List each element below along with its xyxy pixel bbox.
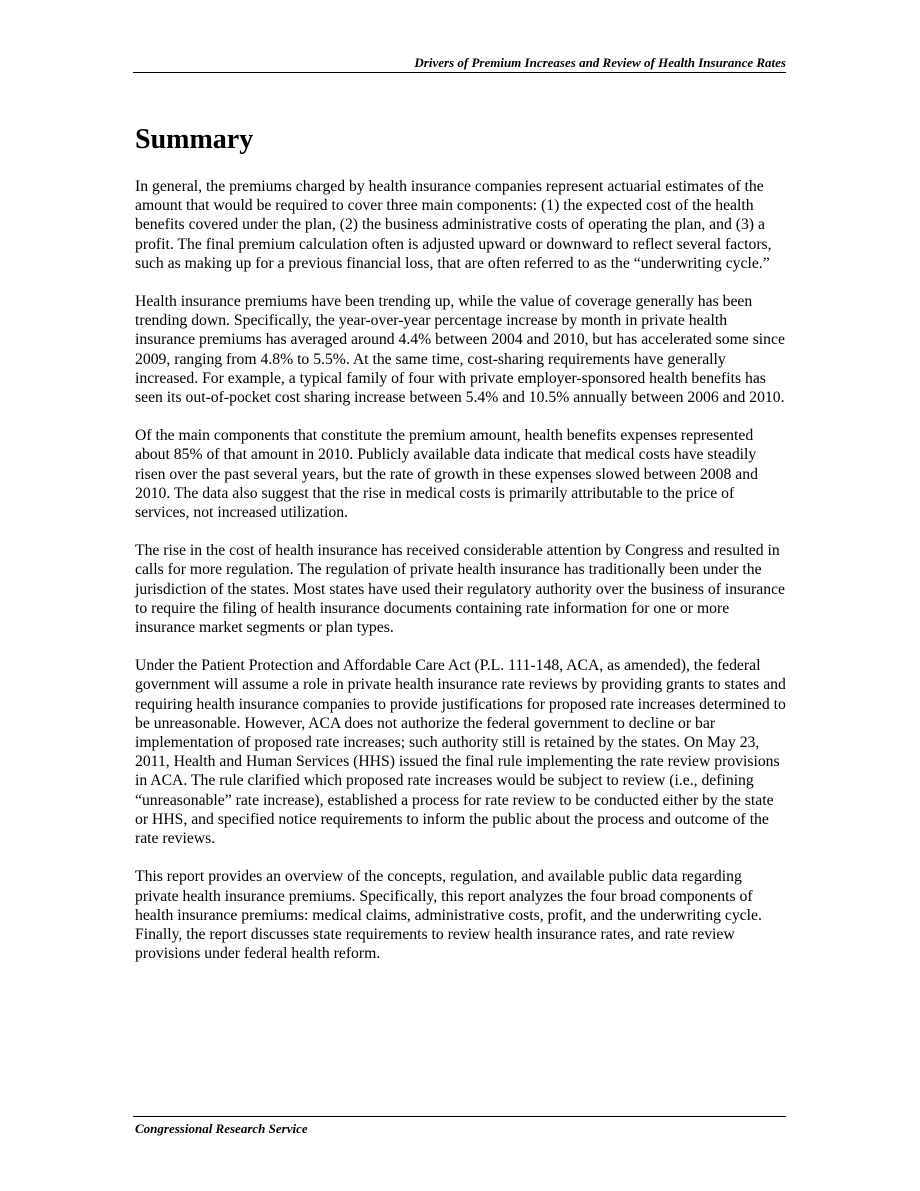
running-footer-source: Congressional Research Service: [135, 1121, 308, 1136]
summary-body: [135, 177, 787, 982]
summary-paragraph-4: The rise in the cost of health insurance has received considerable attention by Congress and resulted in calls for more regulation. The regulation of private health insurance has traditionally been under the jurisdiction of the states. Most states have used their regulatory authority over the business of insurance to require the filing of health insurance documents containing rate information for one or more insurance market segments or plan types.: [135, 542, 786, 637]
footer-divider: [133, 1116, 786, 1117]
summary-paragraph-6: This report provides an overview of the concepts, regulation, and available public data regarding private health insurance premiums. Specifically, this report analyzes the four broad components of health insurance premiums: medical claims, administrative costs, profit, and the underwriting cycle. Finally, the report discusses state requirements to review health insurance rates, and rate review provisions under federal health reform.: [135, 868, 762, 963]
summary-paragraph-2: Health insurance premiums have been trending up, while the value of coverage generally has been trending down. Specifically, the year-over-year percentage increase by month in private health insurance premiums has averaged around 4.4% between 2004 and 2010, but has accelerated some since 2009, ranging from 4.8% to 5.5%. At the same time, cost-sharing requirements have generally increased. For example, a typical family of four with private employer-sponsored health benefits has seen its out-of-pocket cost sharing increase between 5.4% and 10.5% annually between 2006 and 2010.: [135, 293, 785, 407]
running-header-title: Drivers of Premium Increases and Review of Health Insurance Rates: [414, 55, 786, 70]
page-title: Summary: [135, 124, 254, 155]
header-divider: [133, 72, 786, 73]
summary-paragraph-1: In general, the premiums charged by health insurance companies represent actuarial estimates of the amount that would be required to cover three main components: (1) the expected cost of the health benefits covered under the plan, (2) the business administrative costs of operating the plan, and (3) a profit. The final premium calculation often is adjusted upward or downward to reflect several factors, such as making up for a previous financial loss, that are often referred to as the “underwriting cycle.”: [135, 178, 772, 272]
summary-paragraph-3: Of the main components that constitute the premium amount, health benefits expenses represented about 85% of that amount in 2010. Publicly available data indicate that medical costs have steadily risen over the past several years, but the rate of growth in these expenses slowed between 2008 and 2010. The data also suggest that the rise in medical costs is primarily attributable to the price of services, not increased utilization.: [135, 427, 758, 522]
summary-paragraph-5: Under the Patient Protection and Affordable Care Act (P.L. 111-148, ACA, as amended), the federal government will assume a role in private health insurance rate reviews by providing grants to states and requiring health insurance companies to provide justifications for proposed rate increases determined to be unreasonable. However, ACA does not authorize the federal government to decline or bar implementation of proposed rate increases; such authority still is retained by the states. On May 23, 2011, Health and Human Services (HHS) issued the final rule implementing the rate review provisions in ACA. The rule clarified which proposed rate increases would be subject to review (i.e., defining “unreasonable” rate increase), established a process for rate review to be conducted either by the state or HHS, and specified notice requirements to inform the public about the process and outcome of the rate reviews.: [135, 657, 786, 848]
